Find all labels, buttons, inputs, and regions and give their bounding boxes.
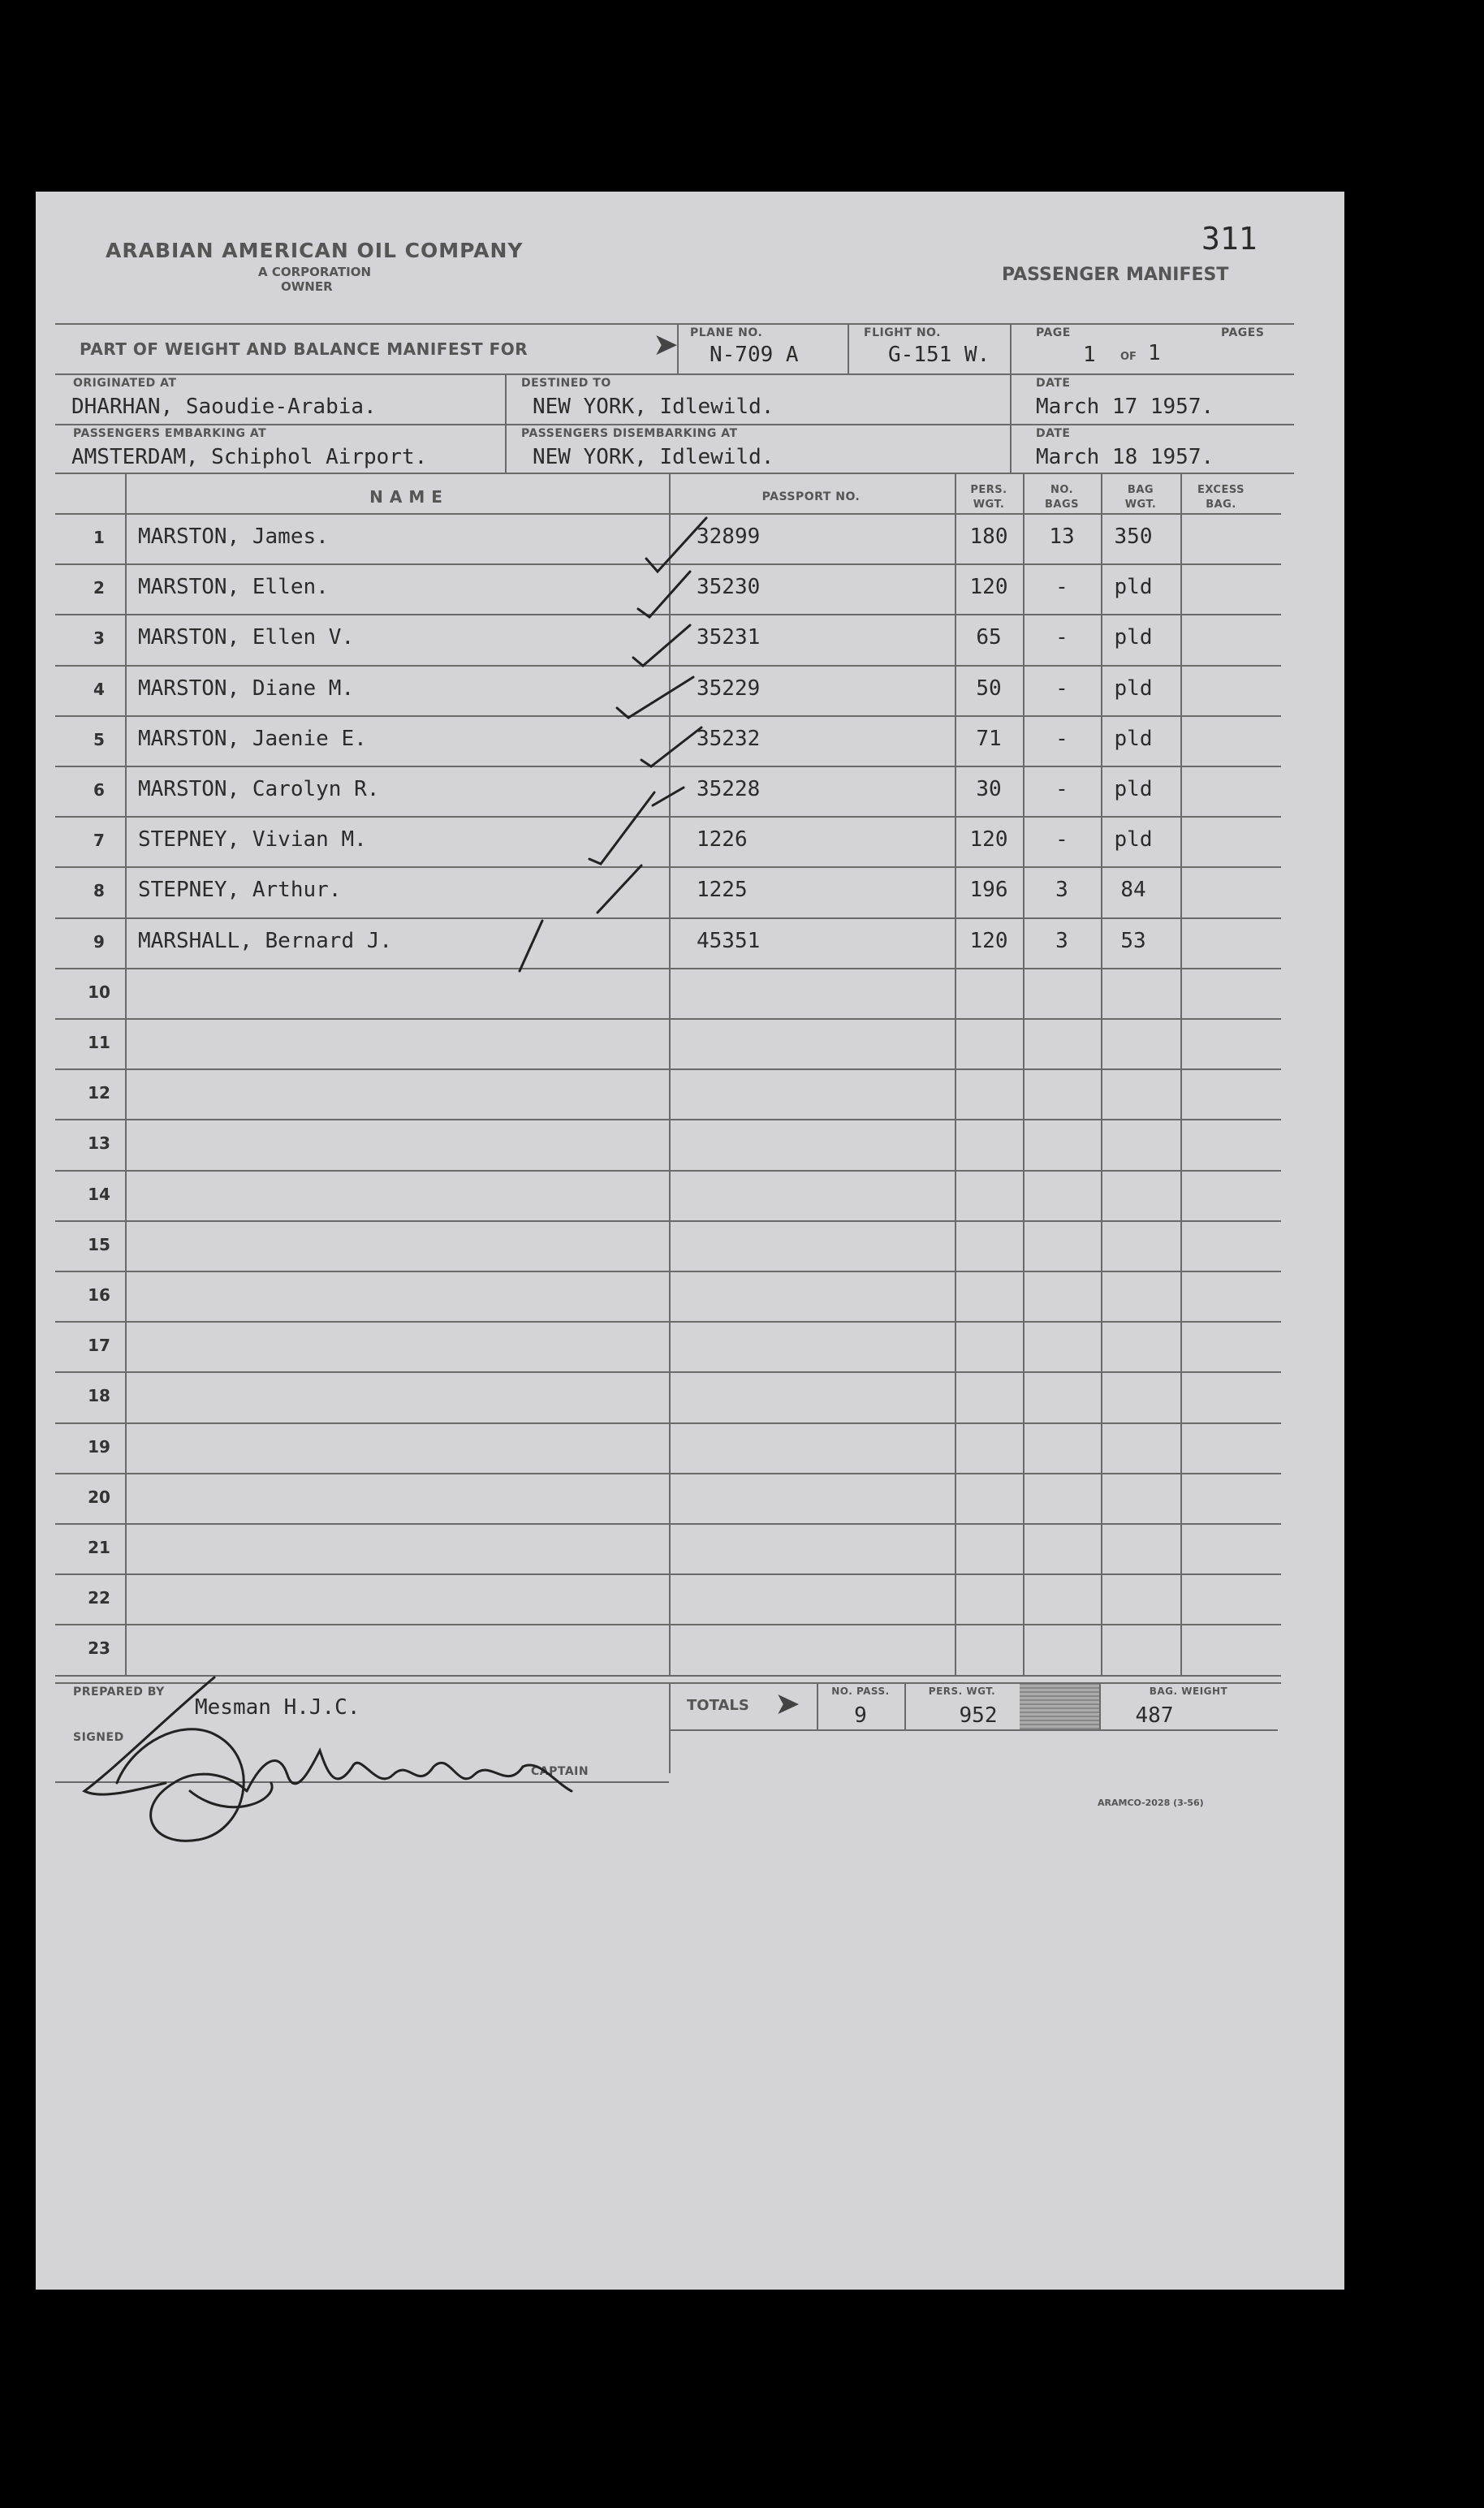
- no-bags: 3: [1055, 878, 1068, 903]
- page-label: PAGE: [1036, 326, 1071, 339]
- no-bags: -: [1055, 575, 1068, 600]
- no-bags: -: [1055, 827, 1068, 853]
- row-number: 21: [88, 1538, 110, 1557]
- col-name: NAME: [369, 487, 449, 507]
- col-no-bags-1: NO.: [1050, 484, 1074, 496]
- no-pass-value: 9: [854, 1703, 867, 1728]
- page-value: 1: [1083, 343, 1096, 367]
- bag-weight-value: 487: [1135, 1703, 1174, 1728]
- flight-no-label: FLIGHT NO.: [864, 326, 941, 339]
- row-number: 9: [93, 931, 105, 952]
- no-bags: 13: [1049, 524, 1075, 549]
- col-excess-2: BAG.: [1206, 499, 1236, 511]
- checkmark-icon: [597, 865, 641, 913]
- passport-number: 1225: [697, 878, 748, 903]
- checkmark-icon: [641, 727, 701, 766]
- bag-weight: 350: [1114, 524, 1153, 549]
- checkmarks: [36, 192, 1344, 2290]
- passenger-name: MARSTON, Ellen.: [138, 575, 329, 600]
- col-bag-wgt-1: BAG: [1127, 484, 1154, 496]
- company-sub-owner: OWNER: [281, 279, 333, 294]
- pers-wgt-value: 952: [959, 1703, 998, 1728]
- no-bags: -: [1055, 777, 1068, 801]
- passport-number: 45351: [697, 928, 761, 953]
- signed-label: SIGNED: [73, 1731, 124, 1744]
- captain-signature: [68, 1669, 588, 1880]
- row-number: 14: [88, 1184, 110, 1204]
- row-number: 18: [88, 1386, 110, 1406]
- passenger-name: MARSTON, Jaenie E.: [138, 726, 367, 751]
- date2-label: DATE: [1036, 427, 1071, 440]
- passport-number: 1226: [697, 827, 748, 853]
- company-sub-corporation: A CORPORATION: [258, 265, 371, 279]
- checkmark-icon: [646, 518, 706, 572]
- bag-weight: 53: [1120, 928, 1146, 953]
- passport-number: 32899: [697, 524, 761, 549]
- pers-weight: 50: [976, 676, 1002, 701]
- row-number: 12: [88, 1083, 110, 1103]
- form-code: ARAMCO-2028 (3-56): [1098, 1798, 1204, 1808]
- manifest-title: PASSENGER MANIFEST: [1002, 265, 1229, 285]
- col-passport: PASSPORT NO.: [761, 490, 861, 503]
- no-bags: -: [1055, 726, 1068, 751]
- passport-number: 35231: [697, 625, 761, 650]
- row-number: 2: [93, 578, 105, 598]
- destined-label: DESTINED TO: [521, 377, 611, 390]
- col-bag-wgt-2: WGT.: [1124, 499, 1157, 511]
- pages-label: PAGES: [1221, 326, 1265, 339]
- originated-value: DHARHAN, Saoudie-Arabia.: [71, 395, 377, 419]
- company-name: ARABIAN AMERICAN OIL COMPANY: [106, 239, 524, 262]
- row-number: 16: [88, 1285, 110, 1305]
- passport-number: 35230: [697, 575, 761, 600]
- row-number: 20: [88, 1487, 110, 1507]
- row-number: 15: [88, 1234, 110, 1254]
- arrow-right-icon: ➤: [653, 328, 679, 362]
- pers-wgt-label: PERS. WGT.: [928, 1686, 996, 1697]
- bag-weight: pld: [1114, 777, 1153, 801]
- originated-label: ORIGINATED AT: [73, 377, 177, 390]
- checkmark-icon: [589, 792, 654, 864]
- checkmark-icon: [617, 677, 693, 718]
- passport-number: 35229: [697, 676, 761, 701]
- row-number: 7: [93, 831, 105, 851]
- row-number: 22: [88, 1588, 110, 1608]
- bag-weight-label: BAG. WEIGHT: [1149, 1686, 1228, 1697]
- row-number: 10: [88, 982, 110, 1002]
- captain-label: CAPTAIN: [531, 1765, 589, 1778]
- no-bags: -: [1055, 625, 1068, 650]
- embarking-value: AMSTERDAM, Schiphol Airport.: [71, 445, 428, 469]
- no-bags: 3: [1055, 928, 1068, 953]
- checkmark-icon: [520, 921, 542, 971]
- pers-weight: 71: [976, 726, 1002, 751]
- row-number: 6: [93, 780, 105, 800]
- pers-weight: 120: [969, 827, 1008, 853]
- col-no-bags-2: BAGS: [1044, 499, 1079, 511]
- totals-label: TOTALS: [687, 1697, 749, 1714]
- disembarking-value: NEW YORK, Idlewild.: [533, 445, 774, 469]
- pers-weight: 180: [969, 524, 1008, 549]
- bag-weight: pld: [1114, 676, 1153, 701]
- no-pass-label: NO. PASS.: [831, 1686, 890, 1697]
- pers-weight: 120: [969, 575, 1008, 600]
- col-pers-wgt-1: PERS.: [970, 484, 1007, 496]
- date2-value: March 18 1957.: [1036, 445, 1214, 469]
- passenger-name: MARSHALL, Bernard J.: [138, 928, 393, 953]
- row-number: 1: [93, 528, 105, 547]
- disembarking-label: PASSENGERS DISEMBARKING AT: [521, 427, 738, 440]
- bag-weight: 84: [1120, 878, 1146, 903]
- row-number: 13: [88, 1133, 110, 1154]
- passenger-name: MARSTON, Ellen V.: [138, 625, 355, 650]
- pers-weight: 120: [969, 928, 1008, 953]
- checkmark-icon: [638, 572, 690, 617]
- prepared-label: PREPARED BY: [73, 1686, 165, 1699]
- bag-weight: pld: [1114, 726, 1153, 751]
- part-of-label: PART OF WEIGHT AND BALANCE MANIFEST FOR: [80, 339, 528, 359]
- plane-no-value: N-709 A: [710, 343, 799, 367]
- col-pers-wgt-2: WGT.: [973, 499, 1005, 511]
- flight-no-value: G-151 W.: [888, 343, 990, 367]
- passport-number: 35232: [697, 726, 761, 751]
- col-excess-1: EXCESS: [1197, 484, 1245, 496]
- row-number: 8: [93, 881, 105, 901]
- bag-weight: pld: [1114, 625, 1153, 650]
- row-number: 3: [93, 628, 105, 649]
- row-number: 23: [88, 1638, 110, 1659]
- no-bags: -: [1055, 676, 1068, 701]
- pers-weight: 196: [969, 878, 1008, 903]
- passenger-name: STEPNEY, Arthur.: [138, 878, 342, 903]
- checkmark-icon: [633, 625, 690, 666]
- pages-value: 1: [1148, 341, 1161, 365]
- prepared-value: Mesman H.J.C.: [195, 1695, 360, 1720]
- passport-number: 35228: [697, 777, 761, 801]
- passenger-name: MARSTON, Diane M.: [138, 676, 355, 701]
- bag-weight: pld: [1114, 575, 1153, 600]
- signature-text: Mesman: [336, 1726, 340, 1727]
- page-number: 311: [1201, 221, 1258, 257]
- manifest-page: [36, 192, 1344, 2290]
- row-number: 19: [88, 1436, 110, 1457]
- plane-no-label: PLANE NO.: [690, 326, 763, 339]
- row-number: 4: [93, 679, 105, 699]
- destined-value: NEW YORK, Idlewild.: [533, 395, 774, 419]
- passenger-name: MARSTON, Carolyn R.: [138, 777, 380, 801]
- date-label: DATE: [1036, 377, 1071, 390]
- passenger-name: MARSTON, James.: [138, 524, 329, 549]
- of-label: OF: [1120, 351, 1137, 363]
- embarking-label: PASSENGERS EMBARKING AT: [73, 427, 267, 440]
- pers-weight: 65: [976, 625, 1002, 650]
- passenger-name: STEPNEY, Vivian M.: [138, 827, 367, 853]
- totals-arrow-icon: ➤: [774, 1687, 800, 1721]
- date-value: March 17 1957.: [1036, 395, 1214, 419]
- checkmark-icon: [653, 788, 684, 805]
- bag-weight: pld: [1114, 827, 1153, 853]
- row-number: 5: [93, 729, 105, 749]
- pers-weight: 30: [976, 777, 1002, 801]
- row-number: 11: [88, 1033, 110, 1052]
- row-number: 17: [88, 1336, 110, 1356]
